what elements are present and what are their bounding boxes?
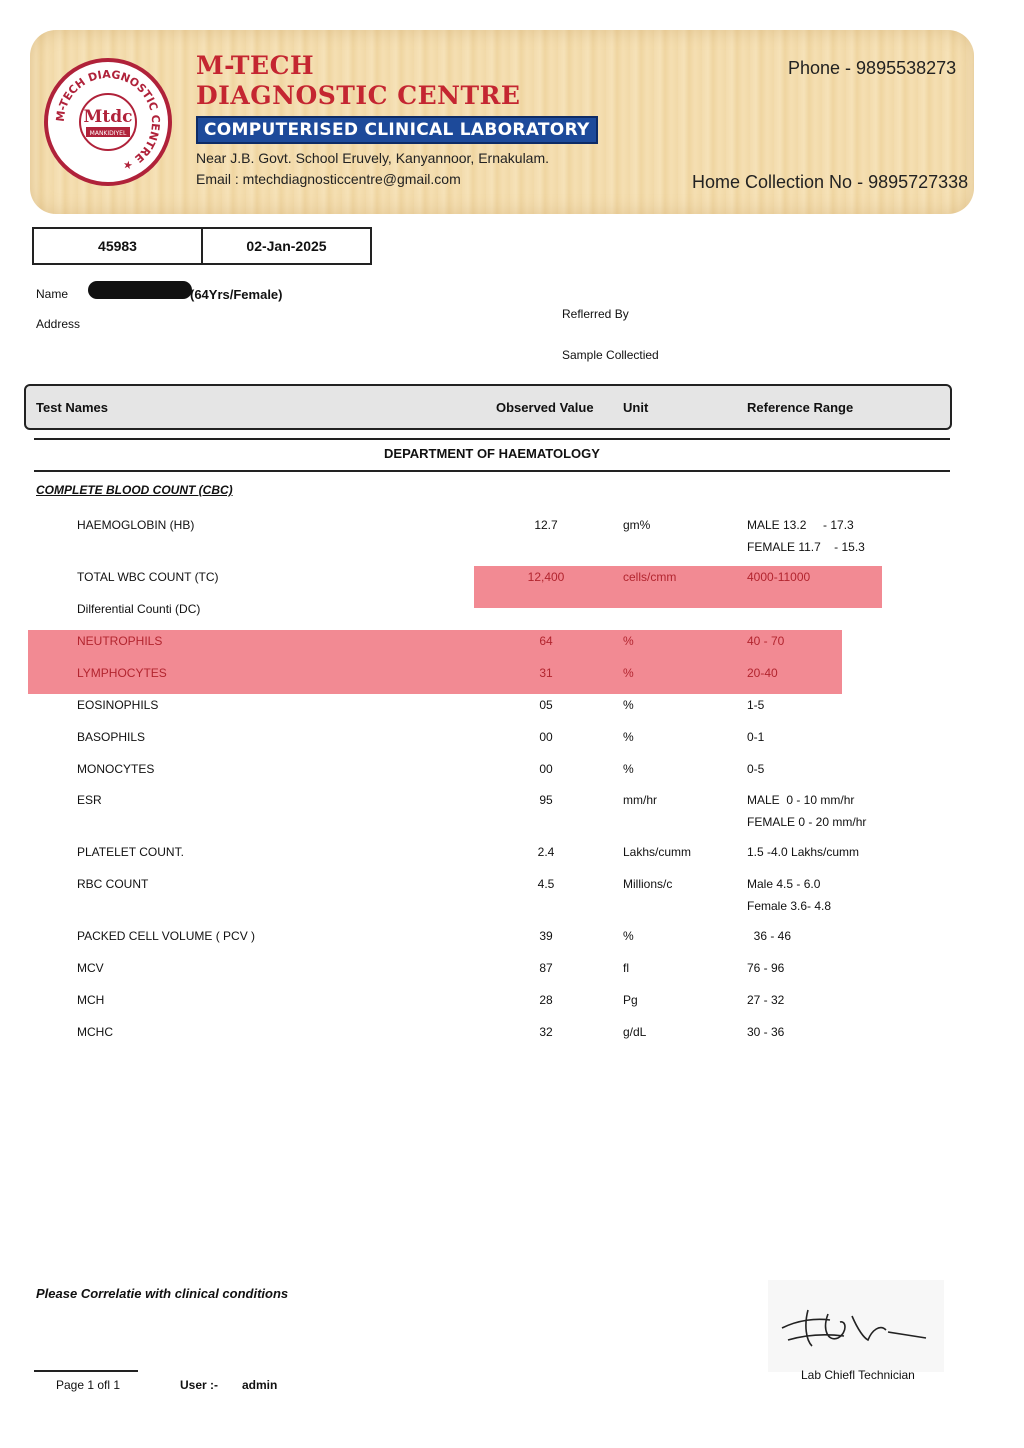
unit: gm% <box>623 518 651 532</box>
user-name: admin <box>242 1378 278 1392</box>
bill-number: 45983 <box>34 229 203 263</box>
department-title: DEPARTMENT OF HAEMATOLOGY <box>384 446 600 461</box>
bill-date: 02-Jan-2025 <box>246 238 327 254</box>
lab-email: Email : mtechdiagnosticcentre@gmail.com <box>196 171 461 187</box>
lab-address: Near J.B. Govt. School Eruvely, Kanyannoor, Ernakulam. <box>196 150 550 166</box>
clinical-note: Please Correlatie with clinical conditions <box>36 1286 289 1301</box>
reference-range: 76 - 96 <box>747 961 785 975</box>
test-name: MCH <box>77 993 105 1007</box>
observed-value: 2.4 <box>537 845 555 859</box>
observed-value: 95 <box>539 793 553 807</box>
observed-value: 32 <box>539 1025 553 1039</box>
unit: Millions/c <box>623 877 673 891</box>
unit: % <box>623 634 634 648</box>
test-name: TOTAL WBC COUNT (TC) <box>77 570 219 584</box>
observed-value: 87 <box>539 961 553 975</box>
observed-value: 4.5 <box>537 877 555 891</box>
test-name: ESR <box>77 793 102 807</box>
divider <box>34 438 950 440</box>
test-name: MONOCYTES <box>77 762 155 776</box>
test-name: MCHC <box>77 1025 113 1039</box>
redacted-name <box>88 281 192 299</box>
unit: % <box>623 666 634 680</box>
svg-text:Mtdc: Mtdc <box>83 107 133 127</box>
unit: Lakhs/cumm <box>623 845 692 859</box>
unit: fl <box>623 961 629 975</box>
test-name: PLATELET COUNT. <box>77 845 184 859</box>
lab-name-line2: DIAGNOSTIC CENTRE <box>196 81 521 110</box>
address-label: Address <box>36 317 81 331</box>
test-name: MCV <box>77 961 104 975</box>
unit: cells/cmm <box>623 570 677 584</box>
reference-range: 1-5 <box>747 698 765 712</box>
lab-seal-logo <box>44 58 172 186</box>
section-title: COMPLETE BLOOD COUNT (CBC) <box>36 483 233 497</box>
reference-range: 0-1 <box>747 730 765 744</box>
sample-collected-label: Sample Collectied <box>562 348 659 362</box>
lab-name-line1: M-TECH <box>196 51 315 80</box>
unit: % <box>623 929 634 943</box>
divider <box>34 470 950 472</box>
reference-range: Male 4.5 - 6.0 Female 3.6- 4.8 <box>747 877 832 913</box>
test-name: BASOPHILS <box>77 730 146 744</box>
test-name: EOSINOPHILS <box>77 698 159 712</box>
lab-phone: Phone - 9895538273 <box>788 58 957 78</box>
page-number: Page 1 ofl 1 <box>56 1378 121 1392</box>
name-label: Name <box>36 287 69 301</box>
col-reference-range: Reference Range <box>747 400 854 415</box>
reference-range: 1.5 -4.0 Lakhs/cumm <box>747 845 860 859</box>
unit: % <box>623 730 634 744</box>
unit: g/dL <box>623 1025 647 1039</box>
col-observed-value: Observed Value <box>496 400 594 415</box>
signatory-label: Lab Chiefl Technician <box>801 1368 915 1382</box>
test-name: Dilferential Counti (DC) <box>77 602 201 616</box>
observed-value: 12.7 <box>534 518 558 532</box>
test-name: NEUTROPHILS <box>77 634 163 648</box>
unit: % <box>623 762 634 776</box>
bill-box <box>32 227 372 265</box>
test-name: LYMPHOCYTES <box>77 666 167 680</box>
referred-by-label: Reflerred By <box>562 307 629 321</box>
unit: Pg <box>623 993 638 1007</box>
home-collection-number: Home Collection No - 9895727338 <box>692 172 969 192</box>
observed-value: 39 <box>539 929 553 943</box>
test-name: RBC COUNT <box>77 877 149 891</box>
reference-range: 27 - 32 <box>747 993 785 1007</box>
lab-banner: COMPUTERISED CLINICAL LABORATORY <box>196 116 598 144</box>
observed-value: 28 <box>539 993 553 1007</box>
signature-image <box>768 1280 944 1372</box>
observed-value: 12,400 <box>527 570 565 584</box>
test-name: HAEMOGLOBIN (HB) <box>77 518 195 532</box>
svg-text:MANKIDIYEL: MANKIDIYEL <box>89 130 127 137</box>
col-test-names: Test Names <box>36 400 109 415</box>
col-unit: Unit <box>623 400 649 415</box>
patient-age-sex: (64Yrs/Female) <box>190 287 283 302</box>
divider <box>34 1370 138 1372</box>
reference-range: MALE 0 - 10 mm/hr FEMALE 0 - 20 mm/hr <box>747 793 867 829</box>
svg-text:M-TECH DIAGNOSTIC CENTRE ★: M-TECH DIAGNOSTIC CENTRE ★ <box>53 67 163 174</box>
user-label: User :- <box>180 1378 219 1392</box>
reference-range: 20-40 <box>747 666 778 680</box>
reference-range: 36 - 46 <box>747 929 792 943</box>
observed-value: 05 <box>539 698 553 712</box>
unit: % <box>623 698 634 712</box>
unit: mm/hr <box>623 793 657 807</box>
observed-value: 31 <box>539 666 553 680</box>
test-name: PACKED CELL VOLUME ( PCV ) <box>77 929 256 943</box>
reference-range: 4000-11000 <box>747 570 811 584</box>
observed-value: 00 <box>539 762 553 776</box>
reference-range: MALE 13.2 - 17.3 FEMALE 11.7 - 15.3 <box>747 518 865 554</box>
observed-value: 64 <box>539 634 553 648</box>
reference-range: 40 - 70 <box>747 634 785 648</box>
reference-range: 0-5 <box>747 762 765 776</box>
observed-value: 00 <box>539 730 553 744</box>
reference-range: 30 - 36 <box>747 1025 785 1039</box>
